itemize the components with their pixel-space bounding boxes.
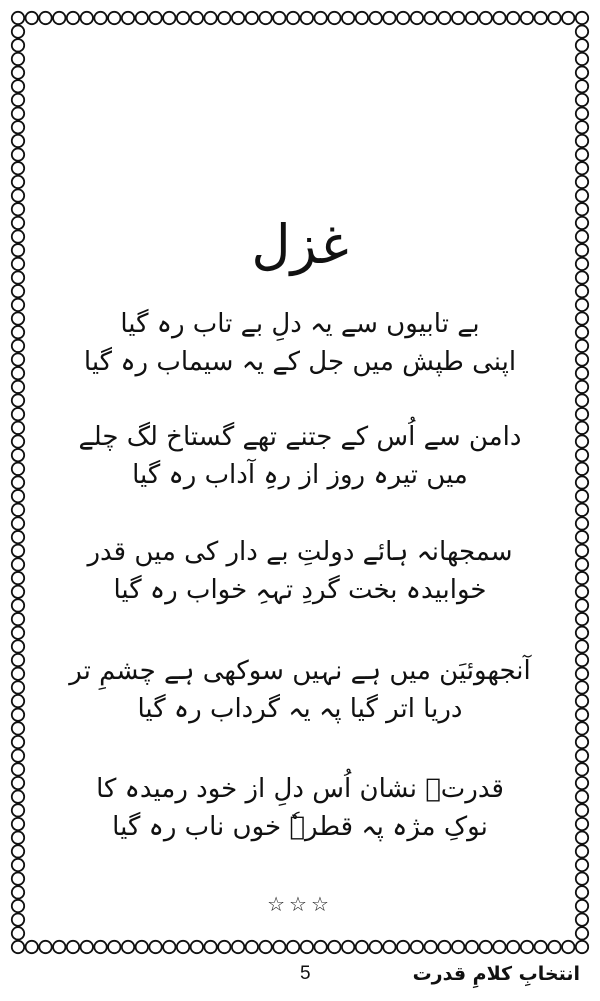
border-ring — [12, 326, 24, 338]
border-ring — [177, 12, 189, 24]
border-ring — [576, 12, 588, 24]
border-ring — [576, 709, 588, 721]
border-ring — [342, 12, 354, 24]
border-ring — [12, 777, 24, 789]
border-ring — [576, 504, 588, 516]
border-ring — [576, 422, 588, 434]
border-ring — [12, 381, 24, 393]
border-ring — [12, 449, 24, 461]
border-ring — [576, 463, 588, 475]
border-ring — [383, 941, 395, 953]
border-ring — [12, 545, 24, 557]
border-ring — [12, 271, 24, 283]
stanza-5 — [40, 770, 560, 846]
border-ring — [576, 176, 588, 188]
border-ring — [576, 913, 588, 925]
border-ring — [576, 545, 588, 557]
border-ring — [576, 750, 588, 762]
border-ring — [12, 818, 24, 830]
border-ring — [26, 12, 38, 24]
border-ring — [12, 859, 24, 871]
border-ring — [576, 586, 588, 598]
border-ring — [576, 668, 588, 680]
border-ring — [576, 353, 588, 365]
border-ring — [576, 203, 588, 215]
border-ring — [81, 941, 93, 953]
border-ring — [12, 94, 24, 106]
border-ring — [576, 763, 588, 775]
border-ring — [12, 80, 24, 92]
border-ring — [493, 941, 505, 953]
border-ring — [576, 435, 588, 447]
border-ring — [535, 941, 547, 953]
border-ring — [576, 476, 588, 488]
border-ring — [576, 613, 588, 625]
border-ring — [53, 12, 65, 24]
border-ring — [12, 217, 24, 229]
border-ring — [136, 941, 148, 953]
border-ring — [424, 941, 436, 953]
border-ring — [12, 230, 24, 242]
border-ring — [12, 476, 24, 488]
border-ring — [576, 107, 588, 119]
poem-title: غزل — [251, 213, 349, 276]
border-ring — [12, 299, 24, 311]
border-ring — [218, 12, 230, 24]
border-ring — [328, 12, 340, 24]
border-ring — [521, 12, 533, 24]
border-ring — [67, 941, 79, 953]
border-ring — [12, 39, 24, 51]
border-ring — [576, 340, 588, 352]
verse-line: اپنی طپش میں جل کے یہ سیماب رہ گیا — [83, 347, 517, 377]
border-ring — [452, 12, 464, 24]
border-ring — [232, 12, 244, 24]
border-ring — [259, 12, 271, 24]
verse-line: خوابیدہ بخت گردِ تہہِ خواب رہ گیا — [113, 575, 487, 605]
border-ring — [53, 941, 65, 953]
border-ring — [81, 12, 93, 24]
border-ring — [576, 326, 588, 338]
border-ring — [438, 12, 450, 24]
border-ring — [12, 121, 24, 133]
border-ring — [12, 107, 24, 119]
border-ring — [12, 709, 24, 721]
border-ring — [12, 627, 24, 639]
border-ring — [397, 12, 409, 24]
verse-line: سمجھانہ ہائے دولتِ بے دار کی میں قدر — [87, 537, 513, 567]
border-ring — [576, 872, 588, 884]
border-ring — [12, 135, 24, 147]
border-ring — [246, 941, 258, 953]
border-ring — [12, 613, 24, 625]
border-ring — [576, 791, 588, 803]
border-ring — [576, 66, 588, 78]
border-ring — [466, 941, 478, 953]
border-ring — [12, 25, 24, 37]
border-ring — [576, 408, 588, 420]
border-ring — [12, 640, 24, 652]
border-ring — [94, 12, 106, 24]
border-ring — [576, 258, 588, 270]
border-ring — [39, 941, 51, 953]
border-ring — [576, 777, 588, 789]
border-ring — [466, 12, 478, 24]
border-ring — [576, 490, 588, 502]
border-ring — [507, 941, 519, 953]
border-ring — [576, 381, 588, 393]
border-ring — [287, 12, 299, 24]
verse-line: دریا اتر گیا پہ یہ گرداب رہ گیا — [137, 694, 463, 724]
border-ring — [576, 162, 588, 174]
verse-line: آنجھوئیَن میں ہے نہیں سوکھی ہے چشمِ تر — [69, 656, 531, 686]
border-ring — [548, 12, 560, 24]
border-ring — [411, 12, 423, 24]
border-ring — [12, 504, 24, 516]
page-number: 5 — [300, 963, 311, 984]
border-ring — [26, 941, 38, 953]
border-ring — [12, 285, 24, 297]
verse-line: قدرتؔ نشان اُس دلِ از خود رمیدہ کا — [96, 774, 504, 804]
border-ring — [12, 886, 24, 898]
border-ring — [12, 763, 24, 775]
verse-line: دامن سے اُس کے جتنے تھے گستاخ لگ چلے — [78, 422, 522, 452]
border-ring — [576, 39, 588, 51]
border-ring — [136, 12, 148, 24]
border-ring — [493, 12, 505, 24]
border-ring — [12, 750, 24, 762]
border-ring — [12, 654, 24, 666]
stanza-2 — [40, 418, 560, 494]
border-ring — [480, 12, 492, 24]
stanza-4 — [40, 652, 560, 728]
stanza-3 — [40, 533, 560, 609]
border-ring — [314, 12, 326, 24]
border-ring — [246, 12, 258, 24]
border-ring — [576, 640, 588, 652]
border-ring — [12, 558, 24, 570]
border-ring — [576, 367, 588, 379]
border-ring — [12, 517, 24, 529]
border-ring — [576, 558, 588, 570]
border-ring — [12, 312, 24, 324]
border-ring — [576, 271, 588, 283]
border-ring — [204, 941, 216, 953]
border-ring — [12, 53, 24, 65]
verse-line: نوکِ مژہ پہ قطرہٗ خوں ناب رہ گیا — [112, 812, 488, 842]
border-ring — [273, 12, 285, 24]
border-ring — [576, 681, 588, 693]
border-ring — [12, 435, 24, 447]
border-ring — [576, 449, 588, 461]
footer-book-title: انتخابِ کلامِ قدرت — [412, 963, 580, 985]
border-ring — [12, 832, 24, 844]
border-ring — [12, 736, 24, 748]
border-ring — [12, 572, 24, 584]
border-ring — [452, 941, 464, 953]
border-ring — [108, 941, 120, 953]
verse-line: میں تیرہ روز از رہِ آداب رہ گیا — [132, 460, 468, 490]
border-ring — [576, 394, 588, 406]
border-ring — [576, 148, 588, 160]
border-ring — [163, 941, 175, 953]
border-ring — [273, 941, 285, 953]
border-ring — [411, 941, 423, 953]
border-ring — [369, 941, 381, 953]
border-ring — [12, 394, 24, 406]
border-ring — [12, 900, 24, 912]
border-ring — [507, 12, 519, 24]
border-ring — [576, 285, 588, 297]
border-ring — [12, 872, 24, 884]
border-ring — [12, 681, 24, 693]
border-ring — [12, 722, 24, 734]
border-ring — [12, 367, 24, 379]
border-ring — [424, 12, 436, 24]
border-ring — [576, 517, 588, 529]
border-ring — [576, 599, 588, 611]
border-ring — [149, 941, 161, 953]
border-ring — [12, 12, 24, 24]
border-ring — [12, 244, 24, 256]
border-ring — [12, 203, 24, 215]
border-ring — [12, 531, 24, 543]
border-ring — [232, 941, 244, 953]
border-ring — [576, 722, 588, 734]
border-ring — [356, 12, 368, 24]
border-ring — [576, 135, 588, 147]
border-ring — [576, 531, 588, 543]
border-ring — [576, 859, 588, 871]
border-ring — [177, 941, 189, 953]
border-ring — [576, 121, 588, 133]
border-ring — [576, 804, 588, 816]
border-ring — [576, 654, 588, 666]
border-ring — [576, 941, 588, 953]
border-ring — [39, 12, 51, 24]
border-ring — [576, 80, 588, 92]
border-ring — [12, 340, 24, 352]
border-ring — [12, 586, 24, 598]
border-ring — [12, 599, 24, 611]
border-ring — [12, 927, 24, 939]
border-ring — [576, 189, 588, 201]
border-ring — [301, 12, 313, 24]
border-ring — [535, 12, 547, 24]
border-ring — [12, 176, 24, 188]
border-ring — [163, 12, 175, 24]
border-ring — [576, 927, 588, 939]
border-ring — [438, 941, 450, 953]
stanza-1 — [40, 305, 560, 381]
border-ring — [287, 941, 299, 953]
star-ornament: ☆☆☆ — [267, 892, 333, 916]
border-ring — [576, 627, 588, 639]
border-ring — [67, 12, 79, 24]
border-ring — [12, 490, 24, 502]
border-ring — [191, 941, 203, 953]
border-ring — [122, 941, 134, 953]
poem-page — [40, 40, 560, 920]
border-ring — [12, 66, 24, 78]
border-ring — [576, 299, 588, 311]
border-ring — [576, 572, 588, 584]
border-ring — [576, 695, 588, 707]
border-ring — [576, 845, 588, 857]
border-ring — [521, 941, 533, 953]
border-ring — [576, 832, 588, 844]
border-ring — [576, 818, 588, 830]
border-ring — [576, 900, 588, 912]
border-ring — [12, 162, 24, 174]
border-ring — [12, 463, 24, 475]
border-ring — [328, 941, 340, 953]
border-ring — [576, 230, 588, 242]
border-ring — [108, 12, 120, 24]
border-ring — [314, 941, 326, 953]
border-ring — [12, 408, 24, 420]
border-ring — [576, 886, 588, 898]
border-ring — [12, 422, 24, 434]
border-ring — [548, 941, 560, 953]
border-ring — [204, 12, 216, 24]
verse-line: بے تابیوں سے یہ دلِ بے تاب رہ گیا — [120, 309, 480, 339]
border-ring — [12, 668, 24, 680]
border-ring — [576, 53, 588, 65]
border-ring — [383, 12, 395, 24]
border-ring — [94, 941, 106, 953]
border-ring — [397, 941, 409, 953]
border-ring — [576, 25, 588, 37]
border-ring — [369, 12, 381, 24]
border-ring — [576, 312, 588, 324]
border-ring — [12, 695, 24, 707]
border-ring — [12, 804, 24, 816]
border-ring — [576, 736, 588, 748]
border-ring — [122, 12, 134, 24]
border-ring — [342, 941, 354, 953]
border-ring — [562, 941, 574, 953]
border-ring — [191, 12, 203, 24]
border-ring — [12, 845, 24, 857]
border-ring — [12, 791, 24, 803]
border-ring — [12, 189, 24, 201]
border-ring — [576, 94, 588, 106]
border-ring — [576, 217, 588, 229]
border-ring — [12, 941, 24, 953]
border-ring — [576, 244, 588, 256]
border-ring — [149, 12, 161, 24]
border-ring — [356, 941, 368, 953]
border-ring — [301, 941, 313, 953]
border-ring — [218, 941, 230, 953]
border-ring — [12, 258, 24, 270]
border-ring — [480, 941, 492, 953]
border-ring — [12, 913, 24, 925]
border-ring — [562, 12, 574, 24]
border-ring — [12, 353, 24, 365]
border-ring — [12, 148, 24, 160]
border-ring — [259, 941, 271, 953]
